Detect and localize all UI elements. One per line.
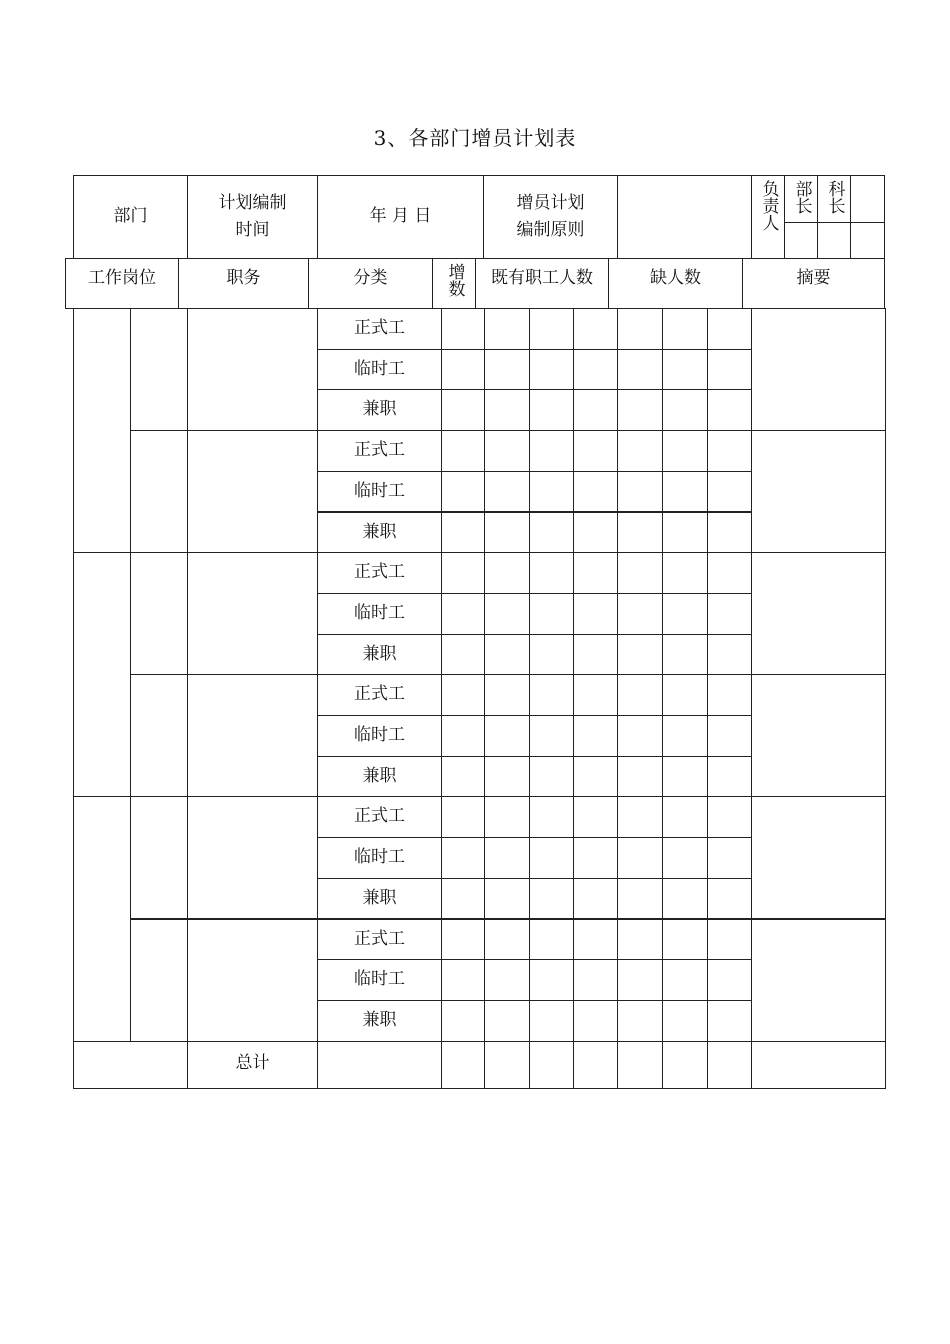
number-cell[interactable] bbox=[573, 715, 618, 757]
category-cell: 兼职 bbox=[317, 756, 442, 798]
number-cell[interactable] bbox=[529, 349, 574, 391]
duty-cell[interactable] bbox=[187, 552, 318, 675]
page-title: 3、各部门增员计划表 bbox=[373, 126, 577, 150]
category-cell: 正式工 bbox=[317, 796, 442, 838]
number-cell[interactable] bbox=[662, 1000, 708, 1042]
post-cell[interactable] bbox=[130, 552, 188, 675]
department-cell[interactable] bbox=[73, 796, 131, 1041]
category-cell: 正式工 bbox=[317, 674, 442, 716]
department-cell[interactable] bbox=[73, 552, 131, 797]
header-blank-cell bbox=[850, 175, 885, 223]
number-cell[interactable] bbox=[662, 674, 708, 716]
number-cell[interactable] bbox=[617, 1000, 663, 1042]
number-cell[interactable] bbox=[441, 1000, 485, 1042]
category-cell: 正式工 bbox=[317, 430, 442, 472]
number-cell[interactable] bbox=[617, 756, 663, 798]
header-duty: 职务 bbox=[178, 258, 309, 309]
number-cell[interactable] bbox=[529, 634, 574, 676]
number-cell[interactable] bbox=[707, 552, 752, 594]
category-cell: 临时工 bbox=[317, 837, 442, 879]
category-cell: 正式工 bbox=[317, 552, 442, 594]
number-cell[interactable] bbox=[529, 674, 574, 716]
number-cell[interactable] bbox=[484, 349, 530, 391]
number-cell[interactable] bbox=[662, 837, 708, 879]
number-cell[interactable] bbox=[573, 756, 618, 798]
number-cell[interactable] bbox=[529, 308, 574, 350]
category-cell: 临时工 bbox=[317, 349, 442, 391]
category-cell: 临时工 bbox=[317, 593, 442, 635]
total-value-cell[interactable] bbox=[662, 1041, 708, 1089]
number-cell[interactable] bbox=[617, 878, 663, 920]
total-category-cell bbox=[317, 1041, 442, 1089]
number-cell[interactable] bbox=[662, 715, 708, 757]
number-cell[interactable] bbox=[617, 837, 663, 879]
duty-cell[interactable] bbox=[187, 308, 318, 431]
number-cell[interactable] bbox=[573, 430, 618, 472]
section-chief-sign-cell[interactable] bbox=[817, 222, 851, 259]
number-cell[interactable] bbox=[441, 552, 485, 594]
number-cell[interactable] bbox=[529, 878, 574, 920]
number-cell[interactable] bbox=[441, 512, 485, 554]
number-cell[interactable] bbox=[617, 634, 663, 676]
number-cell[interactable] bbox=[573, 389, 618, 431]
number-cell[interactable] bbox=[484, 919, 530, 961]
number-cell[interactable] bbox=[484, 471, 530, 513]
number-cell[interactable] bbox=[484, 593, 530, 635]
header-plan-time-line2: 时间 bbox=[235, 220, 270, 240]
number-cell[interactable] bbox=[484, 756, 530, 798]
number-cell[interactable] bbox=[529, 959, 574, 1001]
number-cell[interactable] bbox=[441, 634, 485, 676]
number-cell[interactable] bbox=[662, 878, 708, 920]
header-dept: 部门 bbox=[73, 175, 188, 259]
number-cell[interactable] bbox=[707, 593, 752, 635]
sign-blank-cell[interactable] bbox=[850, 222, 885, 259]
number-cell[interactable] bbox=[617, 919, 663, 961]
number-cell[interactable] bbox=[707, 634, 752, 676]
number-cell[interactable] bbox=[707, 878, 752, 920]
number-cell[interactable] bbox=[707, 837, 752, 879]
total-value-cell[interactable] bbox=[617, 1041, 663, 1089]
number-cell[interactable] bbox=[573, 349, 618, 391]
number-cell[interactable] bbox=[441, 593, 485, 635]
number-cell[interactable] bbox=[484, 1000, 530, 1042]
number-cell[interactable] bbox=[441, 674, 485, 716]
number-cell[interactable] bbox=[529, 552, 574, 594]
duty-cell[interactable] bbox=[187, 674, 318, 797]
header-principle bbox=[483, 175, 618, 259]
summary-cell[interactable] bbox=[751, 308, 886, 431]
number-cell[interactable] bbox=[441, 349, 485, 391]
post-cell[interactable] bbox=[130, 796, 188, 919]
header-plan-time bbox=[187, 175, 318, 259]
number-cell[interactable] bbox=[707, 959, 752, 1001]
number-cell[interactable] bbox=[662, 471, 708, 513]
number-cell[interactable] bbox=[662, 512, 708, 554]
number-cell[interactable] bbox=[662, 389, 708, 431]
number-cell[interactable] bbox=[484, 389, 530, 431]
total-value-cell[interactable] bbox=[529, 1041, 574, 1089]
header-date: 年 月 日 bbox=[317, 175, 484, 259]
total-blank-cell bbox=[73, 1041, 188, 1089]
header-summary: 摘要 bbox=[742, 258, 885, 309]
number-cell[interactable] bbox=[441, 389, 485, 431]
number-cell[interactable] bbox=[617, 674, 663, 716]
category-cell: 兼职 bbox=[317, 512, 442, 554]
number-cell[interactable] bbox=[529, 919, 574, 961]
total-value-cell[interactable] bbox=[573, 1041, 618, 1089]
number-cell[interactable] bbox=[573, 552, 618, 594]
number-cell[interactable] bbox=[617, 512, 663, 554]
header-principle-line1: 增员计划 bbox=[516, 192, 585, 213]
number-cell[interactable] bbox=[484, 959, 530, 1001]
number-cell[interactable] bbox=[707, 674, 752, 716]
post-cell[interactable] bbox=[130, 674, 188, 797]
number-cell[interactable] bbox=[662, 919, 708, 961]
number-cell[interactable] bbox=[529, 796, 574, 838]
total-value-cell[interactable] bbox=[441, 1041, 485, 1089]
category-cell: 临时工 bbox=[317, 959, 442, 1001]
number-cell[interactable] bbox=[662, 349, 708, 391]
number-cell[interactable] bbox=[617, 430, 663, 472]
number-cell[interactable] bbox=[573, 878, 618, 920]
number-cell[interactable] bbox=[573, 919, 618, 961]
number-cell[interactable] bbox=[529, 471, 574, 513]
number-cell[interactable] bbox=[707, 919, 752, 961]
number-cell[interactable] bbox=[573, 471, 618, 513]
header-increase: 增数 bbox=[432, 258, 476, 309]
category-cell: 正式工 bbox=[317, 308, 442, 350]
category-cell: 兼职 bbox=[317, 634, 442, 676]
number-cell[interactable] bbox=[707, 1000, 752, 1042]
number-cell[interactable] bbox=[441, 308, 485, 350]
category-cell: 临时工 bbox=[317, 715, 442, 757]
header-category: 分类 bbox=[308, 258, 433, 309]
number-cell[interactable] bbox=[707, 430, 752, 472]
number-cell[interactable] bbox=[707, 349, 752, 391]
number-cell[interactable] bbox=[529, 512, 574, 554]
header-principle-line2: 编制原则 bbox=[516, 220, 585, 240]
number-cell[interactable] bbox=[662, 552, 708, 594]
header-section-chief: 科长 bbox=[817, 175, 851, 223]
header-plan-time-line1: 计划编制 bbox=[218, 192, 287, 213]
number-cell[interactable] bbox=[484, 430, 530, 472]
number-cell[interactable] bbox=[662, 959, 708, 1001]
number-cell[interactable] bbox=[573, 512, 618, 554]
duty-cell[interactable] bbox=[187, 430, 318, 553]
header-existing: 既有职工人数 bbox=[475, 258, 609, 309]
department-cell[interactable] bbox=[73, 308, 131, 553]
number-cell[interactable] bbox=[707, 389, 752, 431]
number-cell[interactable] bbox=[484, 552, 530, 594]
number-cell[interactable] bbox=[617, 349, 663, 391]
number-cell[interactable] bbox=[707, 308, 752, 350]
number-cell[interactable] bbox=[573, 1000, 618, 1042]
minister-sign-cell[interactable] bbox=[784, 222, 818, 259]
number-cell[interactable] bbox=[441, 796, 485, 838]
header-minister: 部长 bbox=[784, 175, 818, 223]
number-cell[interactable] bbox=[707, 512, 752, 554]
post-cell[interactable] bbox=[130, 919, 188, 1042]
number-cell[interactable] bbox=[573, 593, 618, 635]
category-cell: 兼职 bbox=[317, 1000, 442, 1042]
total-value-cell[interactable] bbox=[751, 1041, 886, 1089]
number-cell[interactable] bbox=[529, 756, 574, 798]
number-cell[interactable] bbox=[441, 756, 485, 798]
number-cell[interactable] bbox=[662, 308, 708, 350]
number-cell[interactable] bbox=[484, 796, 530, 838]
number-cell[interactable] bbox=[529, 715, 574, 757]
number-cell[interactable] bbox=[617, 308, 663, 350]
category-cell: 兼职 bbox=[317, 878, 442, 920]
number-cell[interactable] bbox=[707, 796, 752, 838]
total-label: 总计 bbox=[187, 1041, 318, 1089]
number-cell[interactable] bbox=[484, 837, 530, 879]
number-cell[interactable] bbox=[617, 796, 663, 838]
duty-cell[interactable] bbox=[187, 919, 318, 1042]
number-cell[interactable] bbox=[617, 389, 663, 431]
number-cell[interactable] bbox=[484, 512, 530, 554]
number-cell[interactable] bbox=[484, 674, 530, 716]
summary-cell[interactable] bbox=[751, 919, 886, 1042]
category-cell: 兼职 bbox=[317, 389, 442, 431]
number-cell[interactable] bbox=[484, 634, 530, 676]
number-cell[interactable] bbox=[573, 308, 618, 350]
number-cell[interactable] bbox=[529, 837, 574, 879]
number-cell[interactable] bbox=[529, 593, 574, 635]
number-cell[interactable] bbox=[617, 715, 663, 757]
header-post: 工作岗位 bbox=[65, 258, 179, 309]
header-responsible: 负责人 bbox=[751, 175, 785, 259]
number-cell[interactable] bbox=[573, 674, 618, 716]
number-cell[interactable] bbox=[441, 959, 485, 1001]
number-cell[interactable] bbox=[441, 837, 485, 879]
post-cell[interactable] bbox=[130, 430, 188, 553]
total-value-cell[interactable] bbox=[484, 1041, 530, 1089]
number-cell[interactable] bbox=[617, 471, 663, 513]
number-cell[interactable] bbox=[441, 471, 485, 513]
number-cell[interactable] bbox=[707, 471, 752, 513]
number-cell[interactable] bbox=[441, 919, 485, 961]
number-cell[interactable] bbox=[707, 756, 752, 798]
principle-value-cell[interactable] bbox=[617, 175, 752, 259]
number-cell[interactable] bbox=[617, 959, 663, 1001]
number-cell[interactable] bbox=[441, 715, 485, 757]
number-cell[interactable] bbox=[617, 593, 663, 635]
number-cell[interactable] bbox=[662, 756, 708, 798]
summary-cell[interactable] bbox=[751, 674, 886, 797]
number-cell[interactable] bbox=[484, 878, 530, 920]
number-cell[interactable] bbox=[573, 796, 618, 838]
category-cell: 正式工 bbox=[317, 919, 442, 961]
number-cell[interactable] bbox=[484, 308, 530, 350]
number-cell[interactable] bbox=[662, 634, 708, 676]
number-cell[interactable] bbox=[573, 959, 618, 1001]
number-cell[interactable] bbox=[441, 430, 485, 472]
number-cell[interactable] bbox=[529, 430, 574, 472]
summary-cell[interactable] bbox=[751, 796, 886, 919]
summary-cell[interactable] bbox=[751, 552, 886, 675]
summary-cell[interactable] bbox=[751, 430, 886, 553]
number-cell[interactable] bbox=[573, 837, 618, 879]
number-cell[interactable] bbox=[707, 715, 752, 757]
number-cell[interactable] bbox=[617, 552, 663, 594]
header-shortage: 缺人数 bbox=[608, 258, 743, 309]
duty-cell[interactable] bbox=[187, 796, 318, 919]
number-cell[interactable] bbox=[573, 634, 618, 676]
number-cell[interactable] bbox=[662, 430, 708, 472]
post-cell[interactable] bbox=[130, 308, 188, 431]
number-cell[interactable] bbox=[441, 878, 485, 920]
total-value-cell[interactable] bbox=[707, 1041, 752, 1089]
category-cell: 临时工 bbox=[317, 471, 442, 513]
number-cell[interactable] bbox=[484, 715, 530, 757]
number-cell[interactable] bbox=[529, 1000, 574, 1042]
number-cell[interactable] bbox=[662, 593, 708, 635]
number-cell[interactable] bbox=[529, 389, 574, 431]
number-cell[interactable] bbox=[662, 796, 708, 838]
